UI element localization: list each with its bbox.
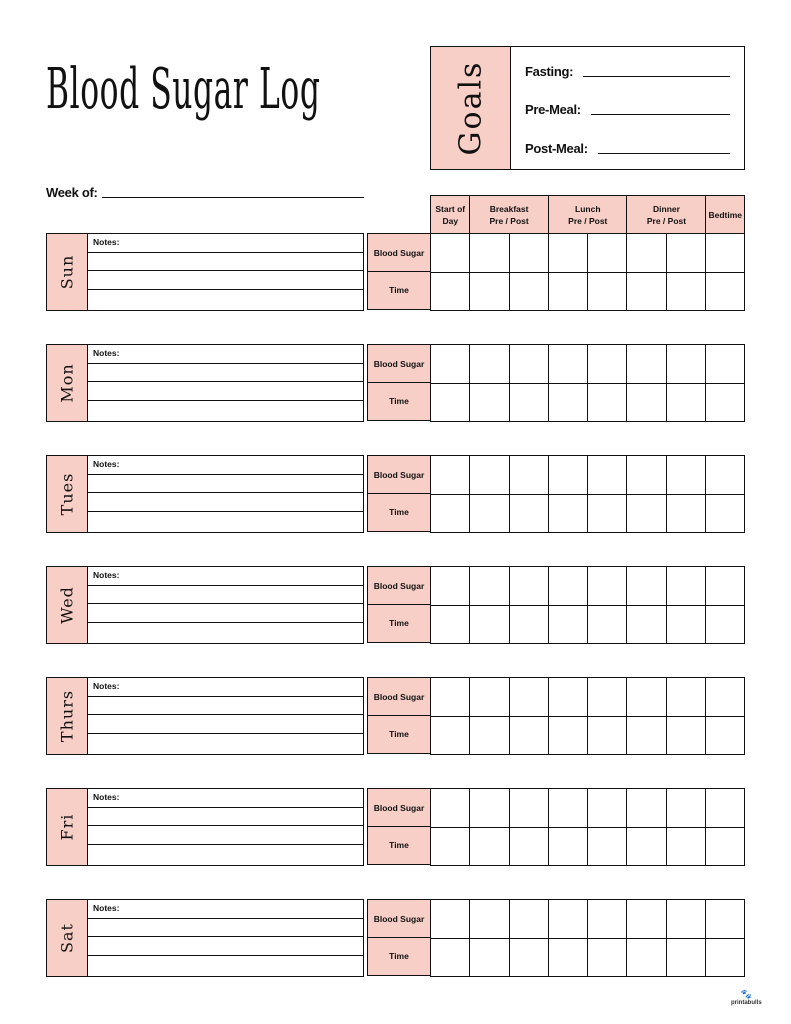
col-header-lunch: Lunch Pre / Post (548, 195, 628, 234)
time-entry-cell[interactable] (627, 384, 666, 423)
col-header-bedtime: Bedtime (705, 195, 745, 234)
goals-box (430, 46, 745, 170)
day-label-panel (46, 344, 88, 422)
goal-fasting-row[interactable] (525, 59, 730, 79)
notes-line[interactable] (88, 845, 363, 864)
notes-line[interactable] (88, 364, 363, 383)
blood-sugar-entry-cell[interactable] (588, 456, 627, 495)
printabulls-logo (731, 989, 762, 1006)
time-entry-cell[interactable] (706, 717, 745, 756)
notes-line[interactable] (88, 623, 363, 642)
notes-line[interactable] (88, 234, 363, 253)
blood-sugar-entry-cell[interactable] (549, 678, 588, 717)
blood-sugar-entry-cell[interactable] (706, 567, 745, 606)
blood-sugar-entry-cell[interactable] (470, 567, 509, 606)
time-entry-cell[interactable] (706, 828, 745, 867)
time-entry-cell[interactable] (667, 495, 706, 534)
time-entry-cell[interactable] (627, 828, 666, 867)
blood-sugar-entry-cell[interactable] (510, 234, 549, 273)
goal-pre-meal-line[interactable] (591, 114, 730, 115)
notes-line[interactable] (88, 826, 363, 845)
time-entry-cell[interactable] (706, 495, 745, 534)
notes-line[interactable] (88, 586, 363, 605)
notes-line[interactable] (88, 271, 363, 290)
reading-grid (430, 344, 745, 422)
row-labels (367, 344, 431, 422)
time-entry-cell[interactable] (431, 606, 470, 645)
notes-line[interactable] (88, 290, 363, 309)
blood-sugar-entry-cell[interactable] (706, 678, 745, 717)
notes-line[interactable] (88, 937, 363, 956)
time-entry-cell[interactable] (470, 495, 509, 534)
notes-box[interactable] (87, 455, 364, 533)
time-entry-cell[interactable] (588, 717, 627, 756)
time-entry-cell[interactable] (470, 717, 509, 756)
day-section-thurs (46, 677, 745, 755)
time-entry-cell[interactable] (470, 828, 509, 867)
reading-grid (430, 899, 745, 977)
notes-line[interactable] (88, 900, 363, 919)
time-row-label: Time (367, 382, 431, 421)
notes-box[interactable] (87, 344, 364, 422)
notes-box[interactable] (87, 233, 364, 311)
blood-sugar-entry-cell[interactable] (431, 567, 470, 606)
notes-line[interactable] (88, 475, 363, 494)
goals-label: Goals (453, 60, 488, 156)
day-label-panel (46, 455, 88, 533)
week-of-label: Week of: (46, 185, 98, 200)
time-entry-cell[interactable] (470, 606, 509, 645)
notes-line[interactable] (88, 789, 363, 808)
notes-box[interactable] (87, 677, 364, 755)
time-entry-cell[interactable] (627, 717, 666, 756)
time-entry-cell[interactable] (667, 384, 706, 423)
blood-sugar-entry-cell[interactable] (627, 567, 666, 606)
blood-sugar-entry-cell[interactable] (470, 456, 509, 495)
time-row-label: Time (367, 271, 431, 310)
time-entry-cell[interactable] (627, 939, 666, 978)
blood-sugar-entry-cell[interactable] (510, 345, 549, 384)
blood-sugar-entry-cell[interactable] (588, 789, 627, 828)
row-labels (367, 677, 431, 755)
blood-sugar-entry-cell[interactable] (510, 678, 549, 717)
goal-fasting-label: Fasting: (525, 64, 574, 79)
notes-line[interactable] (88, 345, 363, 364)
week-of-line[interactable] (102, 197, 364, 198)
blood-sugar-entry-cell[interactable] (470, 900, 509, 939)
reading-grid (430, 788, 745, 866)
goal-pre-meal-row[interactable] (525, 97, 730, 117)
blood-sugar-entry-cell[interactable] (510, 900, 549, 939)
day-label-fri: Fri (57, 813, 77, 841)
blood-sugar-entry-cell[interactable] (431, 234, 470, 273)
blood-sugar-entry-cell[interactable] (549, 900, 588, 939)
time-entry-cell[interactable] (431, 273, 470, 312)
notes-line[interactable] (88, 956, 363, 975)
time-row-label: Time (367, 493, 431, 532)
notes-line[interactable] (88, 808, 363, 827)
blood-sugar-entry-cell[interactable] (627, 456, 666, 495)
time-entry-cell[interactable] (667, 717, 706, 756)
blood-sugar-entry-cell[interactable] (549, 567, 588, 606)
blood-sugar-entry-cell[interactable] (627, 900, 666, 939)
time-row-label: Time (367, 604, 431, 643)
goals-label-panel (431, 47, 511, 169)
time-entry-cell[interactable] (667, 828, 706, 867)
blood-sugar-entry-cell[interactable] (588, 900, 627, 939)
row-labels (367, 233, 431, 311)
blood-sugar-entry-cell[interactable] (470, 234, 509, 273)
time-row-label: Time (367, 826, 431, 865)
day-section-fri (46, 788, 745, 866)
cat-paws-icon: 🐾 (740, 989, 752, 999)
time-entry-cell[interactable] (549, 606, 588, 645)
time-entry-cell[interactable] (510, 828, 549, 867)
day-label-thurs: Thurs (57, 689, 77, 743)
blood-sugar-entry-cell[interactable] (706, 234, 745, 273)
blood-sugar-entry-cell[interactable] (470, 678, 509, 717)
time-entry-cell[interactable] (431, 939, 470, 978)
blood-sugar-row-label: Blood Sugar (367, 899, 431, 938)
day-label-sun: Sun (57, 254, 77, 290)
goals-fields (511, 47, 744, 169)
goal-pre-meal-label: Pre-Meal: (525, 102, 581, 117)
day-label-panel (46, 788, 88, 866)
blood-sugar-entry-cell[interactable] (431, 789, 470, 828)
blood-sugar-entry-cell[interactable] (431, 678, 470, 717)
blood-sugar-entry-cell[interactable] (510, 456, 549, 495)
notes-line[interactable] (88, 253, 363, 272)
day-label-tues: Tues (57, 472, 77, 516)
blood-sugar-entry-cell[interactable] (667, 900, 706, 939)
blood-sugar-row-label: Blood Sugar (367, 677, 431, 716)
time-entry-cell[interactable] (510, 717, 549, 756)
notes-line[interactable] (88, 493, 363, 512)
blood-sugar-entry-cell[interactable] (470, 789, 509, 828)
time-row-label: Time (367, 715, 431, 754)
time-entry-cell[interactable] (588, 939, 627, 978)
time-entry-cell[interactable] (667, 939, 706, 978)
blood-sugar-entry-cell[interactable] (510, 789, 549, 828)
blood-sugar-entry-cell[interactable] (588, 234, 627, 273)
time-entry-cell[interactable] (470, 273, 509, 312)
notes-line[interactable] (88, 697, 363, 716)
notes-label: Notes: (93, 237, 120, 247)
blood-sugar-entry-cell[interactable] (667, 345, 706, 384)
notes-box[interactable] (87, 566, 364, 644)
day-label-panel (46, 233, 88, 311)
time-entry-cell[interactable] (627, 273, 666, 312)
time-entry-cell[interactable] (431, 828, 470, 867)
blood-sugar-entry-cell[interactable] (706, 345, 745, 384)
day-label-panel (46, 566, 88, 644)
blood-sugar-row-label: Blood Sugar (367, 455, 431, 494)
reading-grid (430, 677, 745, 755)
day-label-mon: Mon (57, 363, 77, 403)
goal-fasting-line[interactable] (583, 76, 730, 77)
col-header-breakfast: Breakfast Pre / Post (469, 195, 549, 234)
blood-sugar-entry-cell[interactable] (510, 567, 549, 606)
notes-box[interactable] (87, 788, 364, 866)
time-entry-cell[interactable] (510, 939, 549, 978)
row-labels (367, 455, 431, 533)
notes-label: Notes: (93, 348, 120, 358)
time-entry-cell[interactable] (667, 273, 706, 312)
blood-sugar-entry-cell[interactable] (667, 789, 706, 828)
time-entry-cell[interactable] (549, 828, 588, 867)
blood-sugar-entry-cell[interactable] (549, 234, 588, 273)
time-entry-cell[interactable] (706, 384, 745, 423)
time-entry-cell[interactable] (510, 273, 549, 312)
blood-sugar-entry-cell[interactable] (431, 900, 470, 939)
blood-sugar-entry-cell[interactable] (627, 234, 666, 273)
notes-line[interactable] (88, 919, 363, 938)
blood-sugar-entry-cell[interactable] (588, 567, 627, 606)
notes-line[interactable] (88, 512, 363, 531)
time-entry-cell[interactable] (549, 717, 588, 756)
blood-sugar-entry-cell[interactable] (706, 789, 745, 828)
notes-label: Notes: (93, 903, 120, 913)
time-entry-cell[interactable] (588, 384, 627, 423)
day-label-panel (46, 677, 88, 755)
day-label-panel (46, 899, 88, 977)
time-entry-cell[interactable] (706, 273, 745, 312)
blood-sugar-row-label: Blood Sugar (367, 566, 431, 605)
notes-line[interactable] (88, 382, 363, 401)
time-entry-cell[interactable] (549, 273, 588, 312)
blood-sugar-entry-cell[interactable] (627, 789, 666, 828)
time-entry-cell[interactable] (549, 384, 588, 423)
day-section-sat (46, 899, 745, 977)
time-entry-cell[interactable] (627, 606, 666, 645)
time-entry-cell[interactable] (706, 939, 745, 978)
row-labels (367, 788, 431, 866)
time-entry-cell[interactable] (549, 939, 588, 978)
notes-label: Notes: (93, 792, 120, 802)
blood-sugar-entry-cell[interactable] (627, 678, 666, 717)
blood-sugar-entry-cell[interactable] (431, 456, 470, 495)
day-label-sat: Sat (57, 923, 77, 953)
time-entry-cell[interactable] (470, 384, 509, 423)
reading-grid (430, 455, 745, 533)
goal-post-meal-label: Post-Meal: (525, 141, 588, 156)
day-section-wed (46, 566, 745, 644)
time-entry-cell[interactable] (431, 717, 470, 756)
row-labels (367, 566, 431, 644)
time-entry-cell[interactable] (588, 606, 627, 645)
day-label-wed: Wed (57, 586, 77, 624)
notes-line[interactable] (88, 567, 363, 586)
col-header-dinner: Dinner Pre / Post (626, 195, 706, 234)
day-section-tues (46, 455, 745, 533)
time-entry-cell[interactable] (510, 495, 549, 534)
blood-sugar-entry-cell[interactable] (706, 900, 745, 939)
blood-sugar-row-label: Blood Sugar (367, 788, 431, 827)
blood-sugar-entry-cell[interactable] (667, 678, 706, 717)
blood-sugar-entry-cell[interactable] (706, 456, 745, 495)
blood-sugar-row-label: Blood Sugar (367, 344, 431, 383)
notes-label: Notes: (93, 570, 120, 580)
page-title: Blood Sugar Log (46, 57, 321, 122)
notes-label: Notes: (93, 459, 120, 469)
blood-sugar-entry-cell[interactable] (667, 234, 706, 273)
reading-grid (430, 566, 745, 644)
time-row-label: Time (367, 937, 431, 976)
time-entry-cell[interactable] (510, 384, 549, 423)
notes-line[interactable] (88, 401, 363, 420)
blood-sugar-row-label: Blood Sugar (367, 233, 431, 272)
blood-sugar-entry-cell[interactable] (627, 345, 666, 384)
week-of-field[interactable] (46, 184, 364, 200)
blood-sugar-entry-cell[interactable] (549, 345, 588, 384)
blood-sugar-entry-cell[interactable] (588, 345, 627, 384)
row-labels (367, 899, 431, 977)
time-entry-cell[interactable] (627, 495, 666, 534)
notes-line[interactable] (88, 678, 363, 697)
time-entry-cell[interactable] (431, 384, 470, 423)
time-entry-cell[interactable] (588, 273, 627, 312)
time-entry-cell[interactable] (588, 495, 627, 534)
notes-label: Notes: (93, 681, 120, 691)
day-section-mon (46, 344, 745, 422)
notes-line[interactable] (88, 604, 363, 623)
day-section-sun (46, 233, 745, 311)
blood-sugar-entry-cell[interactable] (667, 567, 706, 606)
col-header-start-of-day: Start of Day (430, 195, 471, 234)
time-entry-cell[interactable] (588, 828, 627, 867)
reading-grid (430, 233, 745, 311)
blood-sugar-entry-cell[interactable] (588, 678, 627, 717)
notes-box[interactable] (87, 899, 364, 977)
blood-sugar-entry-cell[interactable] (549, 456, 588, 495)
time-entry-cell[interactable] (706, 606, 745, 645)
column-header-row (430, 195, 745, 234)
time-entry-cell[interactable] (431, 495, 470, 534)
goal-post-meal-line[interactable] (598, 153, 730, 154)
time-entry-cell[interactable] (549, 495, 588, 534)
blood-sugar-entry-cell[interactable] (431, 345, 470, 384)
notes-line[interactable] (88, 734, 363, 753)
blood-sugar-entry-cell[interactable] (549, 789, 588, 828)
blood-sugar-entry-cell[interactable] (470, 345, 509, 384)
time-entry-cell[interactable] (470, 939, 509, 978)
notes-line[interactable] (88, 456, 363, 475)
notes-line[interactable] (88, 715, 363, 734)
goal-post-meal-row[interactable] (525, 136, 730, 156)
time-entry-cell[interactable] (510, 606, 549, 645)
time-entry-cell[interactable] (667, 606, 706, 645)
blood-sugar-entry-cell[interactable] (667, 456, 706, 495)
logo-text: printabulls (731, 1000, 762, 1006)
